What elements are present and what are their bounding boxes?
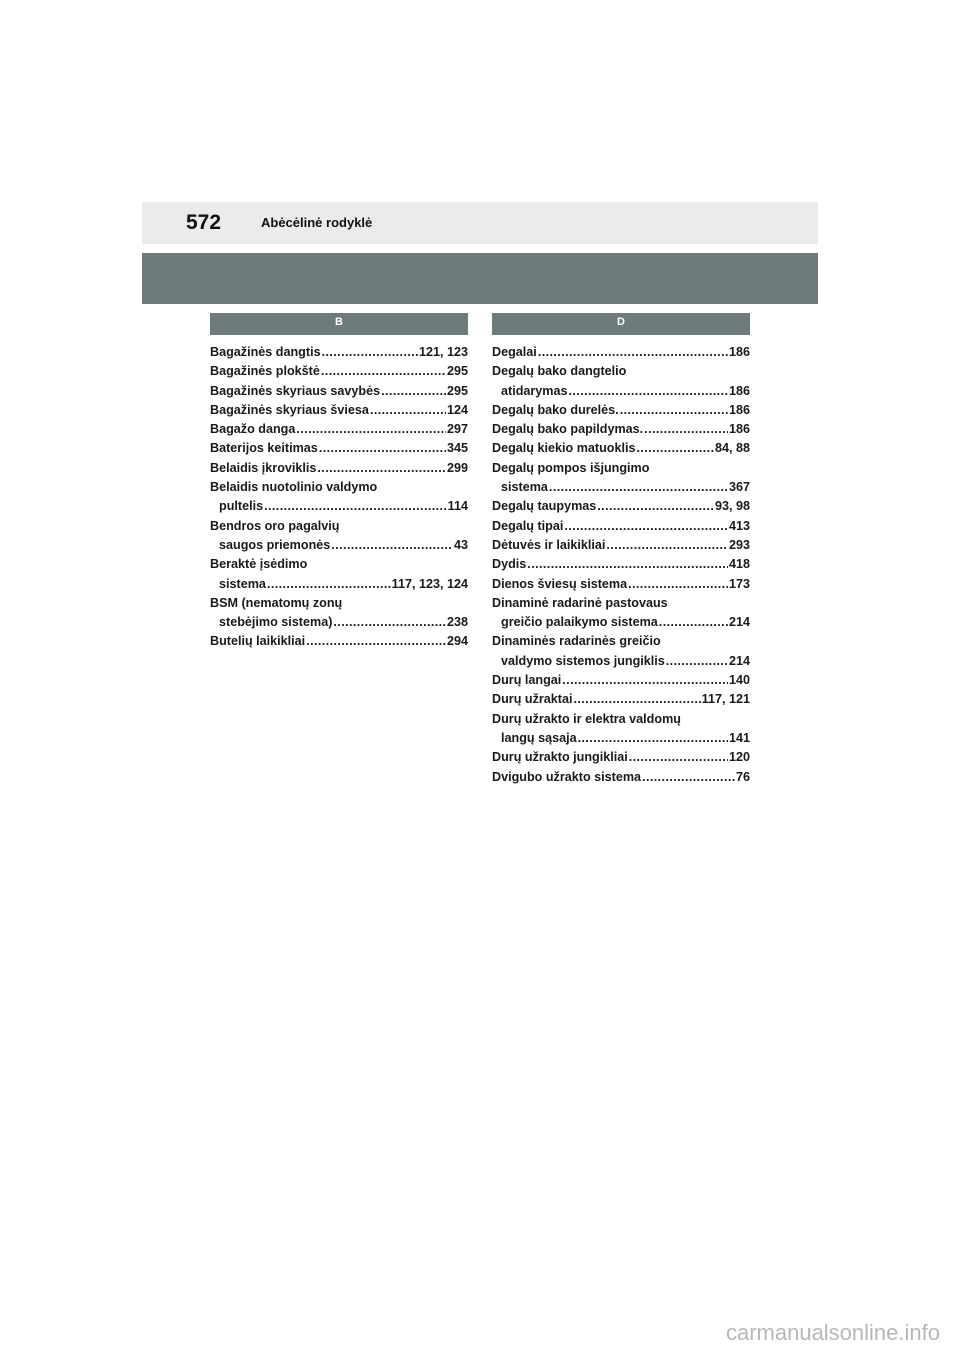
letter-heading: B bbox=[210, 313, 468, 335]
index-entry bbox=[210, 439, 468, 458]
page-number: 572 bbox=[186, 211, 222, 234]
entry-page-ref[interactable]: 238 bbox=[446, 615, 468, 630]
entry-label: Degalų kiekio matuoklis bbox=[492, 441, 636, 456]
dot-leader bbox=[642, 768, 735, 787]
index-entry bbox=[492, 517, 750, 536]
dot-leader bbox=[538, 343, 728, 362]
index-entry bbox=[492, 459, 750, 498]
index-entry bbox=[492, 594, 750, 633]
entry-page-ref[interactable]: 117, 123, 124 bbox=[391, 576, 468, 591]
entry-label: Durų langai bbox=[492, 673, 562, 688]
entry-page-ref[interactable]: 299 bbox=[446, 460, 468, 475]
entry-label: Dėtuvės ir laikikliai bbox=[492, 537, 606, 552]
entry-page-ref[interactable]: 214 bbox=[728, 615, 750, 630]
dot-leader bbox=[606, 536, 728, 555]
entry-page-ref[interactable]: 214 bbox=[728, 653, 750, 668]
index-entry bbox=[492, 362, 750, 401]
dot-leader bbox=[569, 382, 728, 401]
entry-label: pultelis bbox=[219, 499, 264, 514]
entry-label: Degalai bbox=[492, 345, 537, 359]
index-entry bbox=[492, 748, 750, 767]
dot-leader bbox=[562, 671, 728, 690]
entry-page-ref[interactable]: 295 bbox=[446, 364, 468, 379]
index-entry bbox=[492, 343, 750, 362]
entry-label: saugos priemonės bbox=[219, 537, 331, 552]
dot-leader bbox=[666, 652, 728, 671]
entry-label: Degalų bako papildymas. bbox=[492, 422, 644, 437]
entry-label: greičio palaikymo sistema bbox=[501, 615, 658, 630]
entry-heading: Dinaminė radarinė pastovaus bbox=[492, 595, 668, 610]
index-entry bbox=[210, 420, 468, 439]
entry-label: Bagažo danga bbox=[210, 422, 296, 437]
entry-page-ref[interactable]: 141 bbox=[728, 730, 750, 745]
entry-page-ref[interactable]: 140 bbox=[728, 673, 750, 688]
entry-page-ref[interactable]: 345 bbox=[446, 441, 468, 456]
entry-label: Degalų tipai bbox=[492, 518, 564, 533]
index-entry bbox=[492, 671, 750, 690]
entry-page-ref[interactable]: 117, 121 bbox=[701, 692, 750, 707]
dot-leader bbox=[317, 459, 446, 478]
entry-label: Durų užrakto jungikliai bbox=[492, 750, 628, 765]
dot-leader bbox=[322, 343, 418, 362]
entry-label: Dienos šviesų sistema bbox=[492, 576, 628, 591]
index-entry bbox=[492, 632, 750, 671]
dot-leader bbox=[264, 497, 447, 516]
entry-label: Degalų taupymas bbox=[492, 499, 597, 514]
index-entry bbox=[492, 710, 750, 749]
entry-label: Dvigubo užrakto sistema bbox=[492, 769, 642, 784]
dot-leader bbox=[644, 420, 728, 439]
dot-leader bbox=[370, 401, 446, 420]
entry-label: valdymo sistemos jungiklis bbox=[501, 653, 665, 668]
dot-leader bbox=[549, 478, 728, 497]
entry-page-ref[interactable]: 297 bbox=[446, 422, 468, 437]
dot-leader bbox=[628, 575, 728, 594]
entry-label: Dydis bbox=[492, 557, 527, 572]
section-title: Abėcėlinė rodyklė bbox=[261, 215, 373, 230]
entry-label: stebėjimo sistema) bbox=[219, 615, 333, 630]
entry-page-ref[interactable]: 367 bbox=[728, 480, 750, 495]
index-entry bbox=[210, 478, 468, 517]
dot-leader bbox=[321, 362, 446, 381]
dot-leader bbox=[267, 575, 391, 594]
index-entry bbox=[492, 768, 750, 787]
entry-label: Bagažinės skyriaus šviesa bbox=[210, 402, 369, 417]
index-entry bbox=[492, 575, 750, 594]
index-column-b bbox=[210, 313, 468, 652]
index-entry bbox=[210, 517, 468, 556]
index-entry bbox=[210, 555, 468, 594]
entry-page-ref[interactable]: 186 bbox=[728, 422, 750, 437]
entry-label: Durų užraktai bbox=[492, 692, 573, 707]
index-entry bbox=[210, 343, 468, 362]
index-entry bbox=[492, 536, 750, 555]
entry-page-ref[interactable]: 121, 123 bbox=[418, 345, 468, 359]
entry-label: Baterijos keitimas bbox=[210, 441, 318, 456]
index-entry bbox=[210, 459, 468, 478]
entry-heading: Bendros oro pagalvių bbox=[210, 518, 340, 533]
index-entry bbox=[210, 632, 468, 651]
entry-heading: Degalų bako dangtelio bbox=[492, 364, 627, 379]
entry-page-ref[interactable]: 186 bbox=[728, 345, 750, 359]
index-entry bbox=[210, 401, 468, 420]
dot-leader bbox=[319, 439, 446, 458]
index-entry bbox=[492, 420, 750, 439]
entry-page-ref[interactable]: 295 bbox=[446, 383, 468, 398]
entry-page-ref[interactable]: 114 bbox=[447, 499, 468, 514]
entry-page-ref[interactable]: 120 bbox=[728, 750, 750, 765]
entry-page-ref[interactable]: 124 bbox=[446, 402, 468, 417]
index-entry bbox=[210, 382, 468, 401]
index-entry bbox=[492, 555, 750, 574]
index-entry bbox=[210, 594, 468, 633]
index-column-d bbox=[492, 313, 750, 787]
entry-heading: BSM (nematomų zonų bbox=[210, 595, 343, 610]
entry-heading: Durų užrakto ir elektra valdomų bbox=[492, 711, 681, 726]
entry-page-ref[interactable]: 418 bbox=[728, 557, 750, 572]
dot-leader bbox=[331, 536, 453, 555]
entry-page-ref[interactable]: 294 bbox=[446, 634, 468, 649]
entry-page-ref[interactable]: 186 bbox=[728, 402, 750, 417]
index-entry bbox=[492, 439, 750, 458]
entry-heading: Beraktė įsėdimo bbox=[210, 557, 308, 572]
dot-leader bbox=[597, 497, 714, 516]
index-entry bbox=[492, 497, 750, 516]
entry-page-ref[interactable]: 413 bbox=[728, 518, 750, 533]
entry-label: Bagažinės skyriaus savybės bbox=[210, 383, 381, 398]
index-list bbox=[210, 343, 468, 652]
dot-leader bbox=[659, 613, 728, 632]
entry-label: Belaidis įkroviklis bbox=[210, 460, 317, 475]
dot-leader bbox=[636, 439, 714, 458]
entry-label: atidarymas bbox=[501, 383, 568, 398]
entry-label: sistema bbox=[219, 576, 266, 591]
entry-page-ref[interactable]: 43 bbox=[453, 537, 468, 552]
dot-leader bbox=[620, 401, 728, 420]
entry-page-ref[interactable]: 293 bbox=[728, 537, 750, 552]
watermark: carmanualsonline.info bbox=[725, 1320, 940, 1345]
dot-leader bbox=[573, 690, 700, 709]
entry-label: Bagažinės dangtis bbox=[210, 345, 321, 359]
letter-heading: D bbox=[492, 313, 750, 335]
entry-page-ref[interactable]: 93, 98 bbox=[714, 499, 750, 514]
entry-heading: Degalų pompos išjungimo bbox=[492, 460, 650, 475]
entry-page-ref[interactable]: 173 bbox=[728, 576, 750, 591]
dot-leader bbox=[578, 729, 728, 748]
dot-leader bbox=[527, 555, 728, 574]
index-entry bbox=[210, 362, 468, 381]
index-entry bbox=[492, 401, 750, 420]
entry-page-ref[interactable]: 186 bbox=[728, 383, 750, 398]
entry-page-ref[interactable]: 76 bbox=[735, 769, 750, 784]
dot-leader bbox=[296, 420, 446, 439]
entry-heading: Dinaminės radarinės greičio bbox=[492, 634, 661, 649]
dot-leader bbox=[564, 517, 728, 536]
entry-heading: Belaidis nuotolinio valdymo bbox=[210, 480, 378, 495]
dot-leader bbox=[333, 613, 446, 632]
dot-leader bbox=[381, 382, 446, 401]
entry-label: sistema bbox=[501, 480, 548, 495]
title-band bbox=[142, 253, 818, 304]
entry-page-ref[interactable]: 84, 88 bbox=[714, 441, 750, 456]
index-entry bbox=[492, 690, 750, 709]
index-list bbox=[492, 343, 750, 787]
entry-label: langų sąsaja bbox=[501, 730, 577, 745]
dot-leader bbox=[629, 748, 728, 767]
page-header bbox=[142, 202, 818, 244]
dot-leader bbox=[306, 632, 446, 651]
entry-label: Butelių laikikliai bbox=[210, 634, 306, 649]
entry-label: Bagažinės plokštė bbox=[210, 364, 320, 379]
entry-label: Degalų bako durelės. bbox=[492, 402, 619, 417]
